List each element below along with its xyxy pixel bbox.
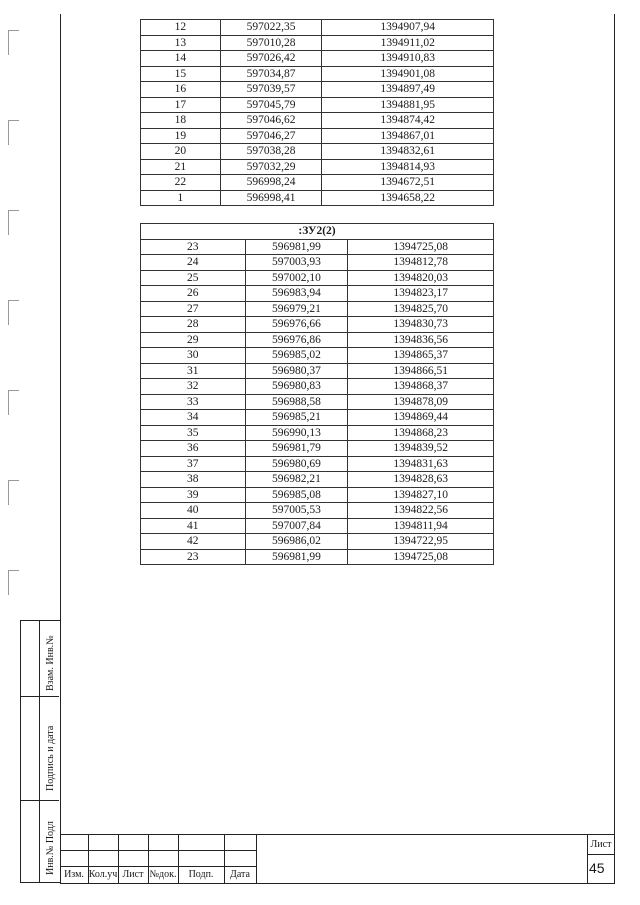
point-number: 33: [141, 394, 246, 410]
table-row: [141, 456, 494, 472]
ndok-label: №док.: [149, 869, 177, 880]
y-coordinate: 1394836,56: [348, 332, 494, 348]
x-coordinate: 597022,35: [220, 20, 322, 36]
y-coordinate: 1394874,42: [322, 113, 494, 129]
title-block: [60, 834, 615, 884]
y-coordinate: 1394868,37: [348, 379, 494, 395]
point-number: 27: [141, 301, 246, 317]
y-coordinate: 1394722,95: [348, 534, 494, 550]
podpis-label: Подпись и дата: [45, 725, 56, 791]
y-coordinate: 1394839,52: [348, 441, 494, 457]
point-number: 23: [141, 549, 246, 565]
x-coordinate: 596998,41: [220, 190, 322, 206]
table-row: [141, 301, 494, 317]
y-coordinate: 1394828,63: [348, 472, 494, 488]
point-number: 32: [141, 379, 246, 395]
table-row: [141, 20, 494, 36]
table-row: [141, 255, 494, 271]
point-number: 35: [141, 425, 246, 441]
data-label: Дата: [230, 869, 250, 880]
table-row: [141, 518, 494, 534]
y-coordinate: 1394827,10: [348, 487, 494, 503]
x-coordinate: 597039,57: [220, 82, 322, 98]
x-coordinate: 596980,83: [245, 379, 348, 395]
x-coordinate: 597045,79: [220, 97, 322, 113]
y-coordinate: 1394868,23: [348, 425, 494, 441]
x-coordinate: 597003,93: [245, 255, 348, 271]
x-coordinate: 597046,27: [220, 128, 322, 144]
x-coordinate: 596990,13: [245, 425, 348, 441]
table-row: [141, 66, 494, 82]
sheet-label: Лист: [590, 839, 612, 850]
x-coordinate: 597046,62: [220, 113, 322, 129]
x-coordinate: 597032,29: [220, 159, 322, 175]
x-coordinate: 597007,84: [245, 518, 348, 534]
x-coordinate: 596998,24: [220, 175, 322, 191]
x-coordinate: 596979,21: [245, 301, 348, 317]
list-label: Лист: [122, 869, 144, 880]
table-row: [141, 159, 494, 175]
point-number: 23: [141, 239, 246, 255]
table-row: [141, 441, 494, 457]
table-row: [141, 82, 494, 98]
x-coordinate: 596981,99: [245, 549, 348, 565]
point-number: 26: [141, 286, 246, 302]
point-number: 25: [141, 270, 246, 286]
x-coordinate: 597038,28: [220, 144, 322, 160]
point-number: 34: [141, 410, 246, 426]
table-row: [141, 410, 494, 426]
side-stamp: [20, 620, 60, 883]
point-number: 20: [141, 144, 221, 160]
y-coordinate: 1394881,95: [322, 97, 494, 113]
point-number: 41: [141, 518, 246, 534]
table-row: [141, 128, 494, 144]
y-coordinate: 1394811,94: [348, 518, 494, 534]
podp-label: Подп.: [188, 869, 214, 880]
table-row: [141, 286, 494, 302]
x-coordinate: 596985,21: [245, 410, 348, 426]
x-coordinate: 596988,58: [245, 394, 348, 410]
binding-marks: [8, 30, 22, 630]
point-number: 14: [141, 51, 221, 67]
y-coordinate: 1394831,63: [348, 456, 494, 472]
point-number: 16: [141, 82, 221, 98]
table-row: [141, 270, 494, 286]
x-coordinate: 596986,02: [245, 534, 348, 550]
point-number: 22: [141, 175, 221, 191]
point-number: 37: [141, 456, 246, 472]
point-number: 39: [141, 487, 246, 503]
x-coordinate: 596981,79: [245, 441, 348, 457]
table-row: [141, 549, 494, 565]
x-coordinate: 596980,69: [245, 456, 348, 472]
kol-label: Кол.уч: [88, 869, 118, 880]
y-coordinate: 1394820,03: [348, 270, 494, 286]
x-coordinate: 596985,08: [245, 487, 348, 503]
point-number: 12: [141, 20, 221, 36]
point-number: 19: [141, 128, 221, 144]
y-coordinate: 1394901,08: [322, 66, 494, 82]
y-coordinate: 1394911,02: [322, 35, 494, 51]
point-number: 1: [141, 190, 221, 206]
x-coordinate: 597034,87: [220, 66, 322, 82]
y-coordinate: 1394830,73: [348, 317, 494, 333]
x-coordinate: 597010,28: [220, 35, 322, 51]
table-row: [141, 317, 494, 333]
table-row: [141, 534, 494, 550]
point-number: 31: [141, 363, 246, 379]
table-row: [141, 35, 494, 51]
y-coordinate: 1394897,49: [322, 82, 494, 98]
coordinates-table-2: [140, 223, 494, 565]
y-coordinate: 1394867,01: [322, 128, 494, 144]
point-number: 21: [141, 159, 221, 175]
point-number: 36: [141, 441, 246, 457]
y-coordinate: 1394822,56: [348, 503, 494, 519]
x-coordinate: 596980,37: [245, 363, 348, 379]
table-row: [141, 394, 494, 410]
y-coordinate: 1394907,94: [322, 20, 494, 36]
x-coordinate: 596981,99: [245, 239, 348, 255]
table-row: [141, 144, 494, 160]
y-coordinate: 1394658,22: [322, 190, 494, 206]
y-coordinate: 1394878,09: [348, 394, 494, 410]
point-number: 42: [141, 534, 246, 550]
izm-label: Изм.: [64, 869, 84, 880]
y-coordinate: 1394823,17: [348, 286, 494, 302]
x-coordinate: 596985,02: [245, 348, 348, 364]
point-number: 28: [141, 317, 246, 333]
x-coordinate: 597002,10: [245, 270, 348, 286]
y-coordinate: 1394725,08: [348, 239, 494, 255]
table-row: [141, 190, 494, 206]
x-coordinate: 596982,21: [245, 472, 348, 488]
table-row: [141, 51, 494, 67]
point-number: 30: [141, 348, 246, 364]
x-coordinate: 596976,66: [245, 317, 348, 333]
x-coordinate: 597026,42: [220, 51, 322, 67]
y-coordinate: 1394812,78: [348, 255, 494, 271]
y-coordinate: 1394672,51: [322, 175, 494, 191]
y-coordinate: 1394832,61: [322, 144, 494, 160]
y-coordinate: 1394910,83: [322, 51, 494, 67]
table-row: [141, 472, 494, 488]
y-coordinate: 1394865,37: [348, 348, 494, 364]
y-coordinate: 1394725,08: [348, 549, 494, 565]
table-row: [141, 379, 494, 395]
table-row: [141, 332, 494, 348]
coordinates-table-1: [140, 19, 494, 206]
y-coordinate: 1394814,93: [322, 159, 494, 175]
table-row: [141, 363, 494, 379]
y-coordinate: 1394866,51: [348, 363, 494, 379]
inv-label: Инв.№ Подл: [45, 821, 56, 875]
section-title: :ЗУ2(2): [141, 224, 494, 240]
point-number: 18: [141, 113, 221, 129]
point-number: 13: [141, 35, 221, 51]
point-number: 24: [141, 255, 246, 271]
table-row: [141, 175, 494, 191]
table-row: [141, 97, 494, 113]
point-number: 38: [141, 472, 246, 488]
vzam-label: Взам. Инв.№: [45, 635, 56, 691]
point-number: 17: [141, 97, 221, 113]
table-row: [141, 113, 494, 129]
sheet-number: 45: [589, 860, 605, 876]
point-number: 40: [141, 503, 246, 519]
point-number: 29: [141, 332, 246, 348]
table-row: [141, 487, 494, 503]
x-coordinate: 596983,94: [245, 286, 348, 302]
y-coordinate: 1394825,70: [348, 301, 494, 317]
table-row: [141, 348, 494, 364]
point-number: 15: [141, 66, 221, 82]
table-row: [141, 239, 494, 255]
x-coordinate: 597005,53: [245, 503, 348, 519]
table-row: [141, 425, 494, 441]
x-coordinate: 596976,86: [245, 332, 348, 348]
y-coordinate: 1394869,44: [348, 410, 494, 426]
table-row: [141, 503, 494, 519]
